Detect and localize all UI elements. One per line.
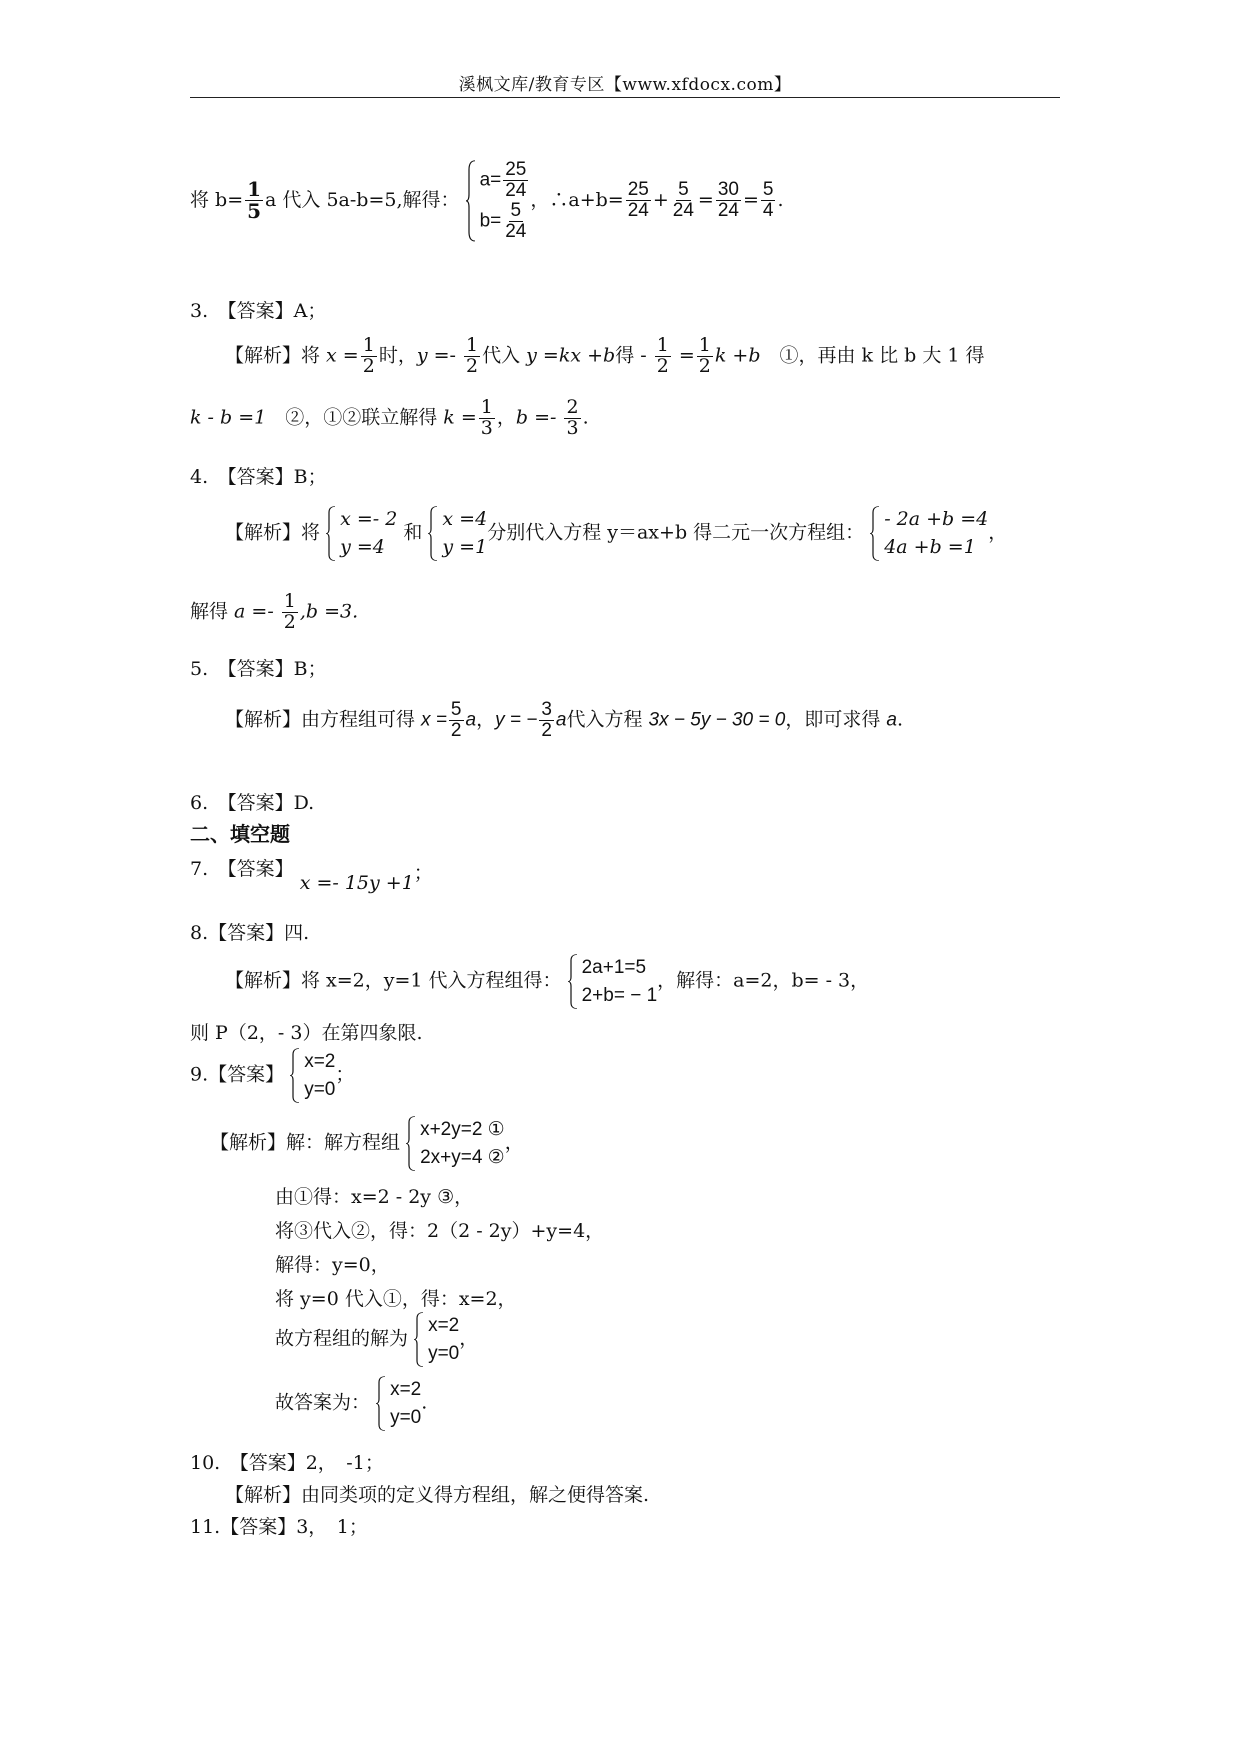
text: ； — [335, 1063, 355, 1086]
brace-icon — [870, 506, 880, 561]
system-row: x=2 — [428, 1315, 460, 1336]
q9-explanation-head — [210, 1116, 524, 1171]
q8-conclusion: 则 P（2，- 3）在第四象限. — [190, 1022, 423, 1044]
text: a 代入 5a-b=5,解得： — [265, 188, 460, 211]
fraction — [761, 180, 776, 221]
fraction — [503, 160, 528, 201]
text: ， — [459, 1327, 479, 1350]
numerator: 1 — [466, 334, 479, 356]
denominator: 2 — [362, 354, 375, 377]
numerator: 1 — [698, 334, 711, 356]
equation-system — [406, 1116, 505, 1171]
text: 7. 【答案】 — [190, 858, 294, 880]
text: b= — [479, 210, 502, 232]
math: a — [886, 709, 897, 731]
text: ； — [413, 862, 433, 884]
text: ， — [988, 521, 1008, 544]
q3-explanation-line2 — [190, 398, 589, 439]
text: 代入 — [482, 344, 527, 367]
denominator: 2 — [450, 719, 462, 741]
text: = — [742, 188, 759, 211]
equation-system — [466, 160, 531, 242]
system-row — [480, 160, 531, 201]
q6-answer: 6. 【答案】D. — [190, 792, 315, 814]
text: 时， — [378, 344, 417, 367]
fraction — [564, 398, 580, 439]
numerator: 1 — [283, 590, 296, 612]
fraction — [503, 201, 528, 242]
fraction — [479, 398, 495, 439]
system-row: x =4 — [442, 508, 488, 530]
text: 【解析】将 x=2，y=1 代入方程组得： — [225, 969, 562, 992]
numerator: 5 — [762, 179, 774, 201]
math: x = — [421, 709, 447, 731]
denominator: 24 — [505, 220, 527, 242]
denominator: 24 — [717, 200, 739, 222]
fraction — [716, 180, 741, 221]
page-header: 溪枫文库/教育专区【www.xfdocx.com】 — [458, 75, 792, 95]
system-row: 4a +b =1 — [884, 535, 976, 558]
math: k - b =1 — [190, 406, 267, 429]
system-row: y=0 — [304, 1078, 336, 1100]
brace-icon — [376, 1376, 386, 1431]
denominator: 24 — [505, 179, 527, 201]
numerator: 3 — [541, 699, 552, 720]
math: y = − — [495, 709, 538, 731]
system-row — [480, 201, 531, 242]
text: . — [896, 708, 904, 731]
math: b =- — [515, 406, 563, 429]
q9-step2: 将③代入②，得：2（2 - 2y）+y=4， — [275, 1220, 605, 1242]
equation-system — [376, 1376, 421, 1431]
fraction — [697, 336, 713, 377]
system-row: x=2 — [390, 1379, 422, 1400]
text: ，解得：a=2，b= - 3， — [657, 969, 870, 992]
brace-icon — [568, 954, 578, 1009]
system-row: y=0 — [390, 1406, 422, 1428]
text: 代入方程 — [566, 708, 649, 731]
denominator: 4 — [762, 200, 774, 222]
text: =- — [427, 344, 462, 367]
numerator: 1 — [656, 334, 669, 356]
text: ， — [504, 1131, 524, 1154]
q5-answer: 5. 【答案】B； — [190, 658, 327, 680]
text: 得 - — [615, 344, 653, 367]
text: 将 b= — [190, 188, 244, 211]
denominator: 3 — [566, 416, 579, 439]
brace-icon — [466, 160, 476, 242]
math: a — [555, 709, 567, 731]
math: y — [416, 344, 428, 367]
q5-explanation — [225, 700, 903, 741]
numerator: 5 — [450, 699, 462, 720]
fraction — [464, 336, 480, 377]
q10-answer: 10. 【答案】2， -1； — [190, 1452, 384, 1474]
fraction — [671, 180, 696, 221]
numerator: 5 — [678, 179, 689, 201]
q9-step4: 将 y=0 代入①，得：x=2， — [275, 1288, 517, 1310]
q4-explanation-line2 — [190, 592, 358, 633]
text: 【解析】由方程组可得 — [225, 708, 422, 731]
brace-icon — [428, 506, 438, 561]
text: a= — [479, 169, 502, 191]
brace-icon — [414, 1312, 424, 1367]
q8-explanation — [225, 954, 869, 1009]
q4-answer: 4. 【答案】B； — [190, 466, 327, 488]
system-row: y=0 — [428, 1342, 460, 1364]
q3-answer: 3. 【答案】A； — [190, 300, 327, 322]
numerator: 30 — [717, 179, 739, 201]
math: 3x − 5y − 30 = 0 — [648, 709, 786, 731]
numerator: 1 — [480, 396, 493, 418]
system-row: x=2 — [304, 1051, 336, 1072]
fraction — [626, 180, 651, 221]
text: 和 — [403, 521, 423, 544]
equation-system — [414, 1312, 459, 1367]
fraction — [655, 336, 671, 377]
text: = — [672, 344, 695, 367]
denominator: 2 — [656, 354, 669, 377]
brace-icon — [406, 1116, 416, 1171]
numerator: 2 — [566, 396, 579, 418]
q2-solution-line — [190, 160, 784, 242]
q7-answer — [190, 854, 433, 894]
text: = — [697, 188, 714, 211]
system-row: 2x+y=4 ② — [420, 1146, 505, 1168]
system-row: y =4 — [340, 535, 385, 558]
math: y =kx +b — [526, 344, 616, 367]
fraction — [539, 700, 554, 741]
denominator: 5 — [247, 199, 262, 224]
numerator: 5 — [510, 199, 522, 221]
math: k = — [443, 406, 477, 429]
fraction — [361, 336, 377, 377]
math: k +b — [714, 344, 761, 367]
brace-icon — [326, 506, 336, 561]
text: ， — [476, 708, 496, 731]
numerator: 1 — [362, 334, 375, 356]
numerator: 1 — [247, 177, 262, 202]
system-row: - 2a +b =4 — [884, 508, 989, 530]
q10-explanation: 【解析】由同类项的定义得方程组，解之便得答案. — [225, 1484, 650, 1506]
text: . — [582, 406, 589, 429]
text: ②，①②联立解得 — [266, 406, 444, 429]
denominator: 2 — [466, 354, 479, 377]
text: + — [652, 188, 669, 211]
text: . — [421, 1391, 428, 1414]
denominator: 24 — [627, 200, 649, 222]
text: 分别代入方程 y＝ax+b 得二元一次方程组： — [487, 521, 865, 544]
q11-answer: 11.【答案】3， 1； — [190, 1516, 368, 1538]
equation-system — [290, 1048, 335, 1103]
brace-icon — [290, 1048, 300, 1103]
text: ，即可求得 — [785, 708, 887, 731]
q9-step1: 由①得：x=2 - 2y ③， — [275, 1186, 474, 1208]
text: ①，再由 k 比 b 大 1 得 — [760, 344, 985, 367]
q9-step5 — [275, 1312, 478, 1367]
denominator: 24 — [672, 200, 694, 222]
equation-system — [568, 954, 658, 1009]
text: 9.【答案】 — [190, 1063, 285, 1086]
system-row: 2+b= − 1 — [581, 984, 658, 1006]
math: ,b =3. — [299, 600, 359, 623]
text: = — [336, 344, 359, 367]
math: a — [465, 709, 477, 731]
fraction — [282, 592, 298, 633]
math: x =- 15y +1 — [299, 872, 414, 894]
text: ，∴a+b= — [530, 188, 624, 211]
q8-answer: 8.【答案】四. — [190, 922, 310, 944]
equation-system — [428, 506, 487, 561]
denominator: 2 — [541, 719, 552, 741]
denominator: 2 — [283, 610, 296, 633]
fraction — [449, 700, 464, 741]
equation-system — [326, 506, 397, 561]
q9-final — [275, 1376, 427, 1431]
system-row: 2a+1=5 — [581, 957, 647, 978]
text: 【解析】将 — [225, 521, 321, 544]
text: 故答案为： — [275, 1391, 371, 1414]
text: 故方程组的解为 — [275, 1327, 409, 1350]
text: 【解析】解：解方程组 — [210, 1131, 401, 1154]
numerator: 25 — [505, 159, 527, 180]
text: 【解析】将 — [225, 344, 327, 367]
text: . — [777, 188, 784, 211]
q4-explanation-line1 — [225, 506, 1007, 561]
q9-step3: 解得：y=0， — [275, 1254, 390, 1276]
q3-explanation-line1 — [225, 336, 985, 377]
denominator: 3 — [480, 416, 493, 439]
equation-system — [870, 506, 988, 561]
denominator: 2 — [698, 354, 711, 377]
text: 解得 — [190, 600, 235, 623]
system-row: y =1 — [442, 535, 488, 558]
header-rule — [190, 97, 1060, 98]
system-row: x+2y=2 ① — [420, 1119, 505, 1140]
math: a =- — [234, 600, 280, 623]
numerator: 25 — [627, 179, 649, 201]
fraction — [245, 179, 263, 222]
text: ， — [496, 406, 516, 429]
section-title: 二、填空题 — [190, 822, 290, 846]
q9-answer — [190, 1048, 354, 1103]
math: x — [326, 344, 337, 367]
system-row: x =- 2 — [340, 508, 398, 530]
